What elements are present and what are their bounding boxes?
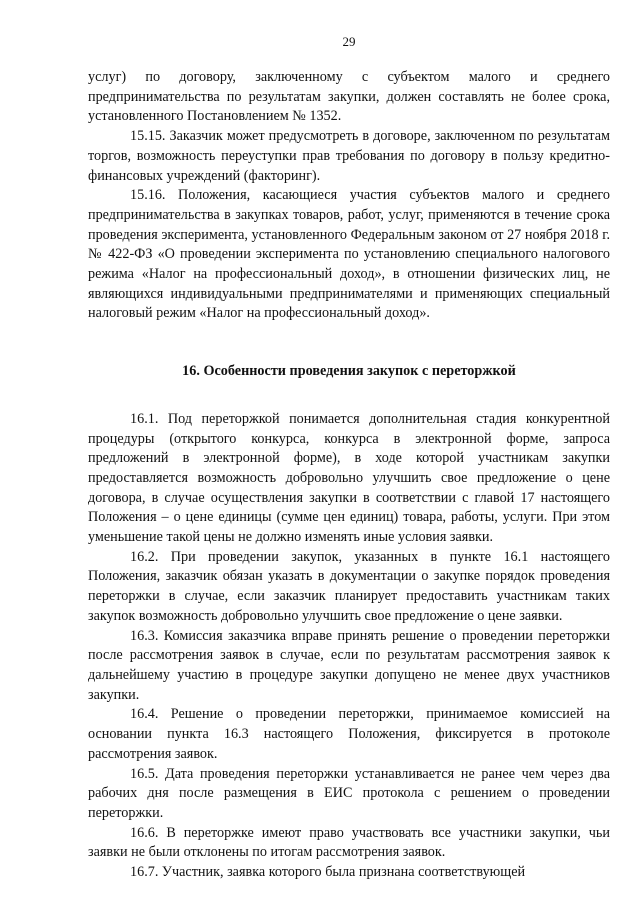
paragraph-15-15: 15.15. Заказчик может предусмотреть в договоре, заключенном по результатам торгов, возможность переуступки прав требования по договору в пользу кредитно-финансовых учреждений (факторинг). [88, 128, 610, 184]
page-number: 29 [342, 34, 356, 49]
paragraph-16-1: 16.1. Под переторжкой понимается дополнительная стадия конкурентной процедуры (открытого конкурса, конкурса в электронной форме, запроса предложений в электронной форме), в ходе которой участникам закупки предоставляется возможность добровольно улучшить свое предложение о цене договора, в случае осуществления закупки в соответствии с главой 17 настоящего Положения – о цене единицы (сумме цен единиц) товара, работы, услуги. При этом уменьшение такой цены не должно изменять иные условия заявки. [88, 410, 610, 546]
paragraph-16-7: 16.7. Участник, заявка которого была признана соответствующей [130, 864, 526, 881]
paragraph-16-2: 16.2. При проведении закупок, указанных в пункте 16.1 настоящего Положения, заказчик обязан указать в документации о закупке порядок проведения переторжки в случае, если заказчик планирует предоставить участникам таких закупок возможность добровольно улучшить свое предложение о цене заявки. [88, 548, 610, 624]
document-page [88, 34, 610, 883]
paragraph-continuation: услуг) по договору, заключенному с субъектом малого и среднего предпринимательства по результатам закупки, должен составлять не более срока, установленного Постановлением № 1352. [88, 69, 610, 125]
section-heading: 16. Особенности проведения закупок с переторжкой [182, 363, 516, 380]
paragraph-15-16: 15.16. Положения, касающиеся участия субъектов малого и среднего предпринимательства в закупках товаров, работ, услуг, применяются в течение срока проведения эксперимента, установленного Федеральным законом от 27 ноября 2018 г. № 422-ФЗ «О проведении эксперимента по установлению специального налогового режима «Налог на профессиональный доход», в отношении физических лиц, не являющихся индивидуальными предпринимателями и применяющих специальный налоговый режим «Налог на профессиональный доход». [88, 187, 610, 322]
paragraph-16-3: 16.3. Комиссия заказчика вправе принять решение о проведении переторжки после рассмотрения заявок в случае, если по результатам рассмотрения заявок к дальнейшему участию в процедуре закупки допущено не менее двух участников закупки. [88, 627, 610, 703]
paragraph-16-5: 16.5. Дата проведения переторжки устанавливается не ранее чем через два рабочих дня после размещения в ЕИС протокола с решением о проведении переторжки. [88, 765, 610, 821]
paragraph-16-6: 16.6. В переторжке имеют право участвовать все участники закупки, чьи заявки не были отклонены по итогам рассмотрения заявок. [88, 824, 610, 861]
paragraph-16-4: 16.4. Решение о проведении переторжки, принимаемое комиссией на основании пункта 16.3 настоящего Положения, фиксируется в протоколе рассмотрения заявок. [88, 706, 610, 762]
